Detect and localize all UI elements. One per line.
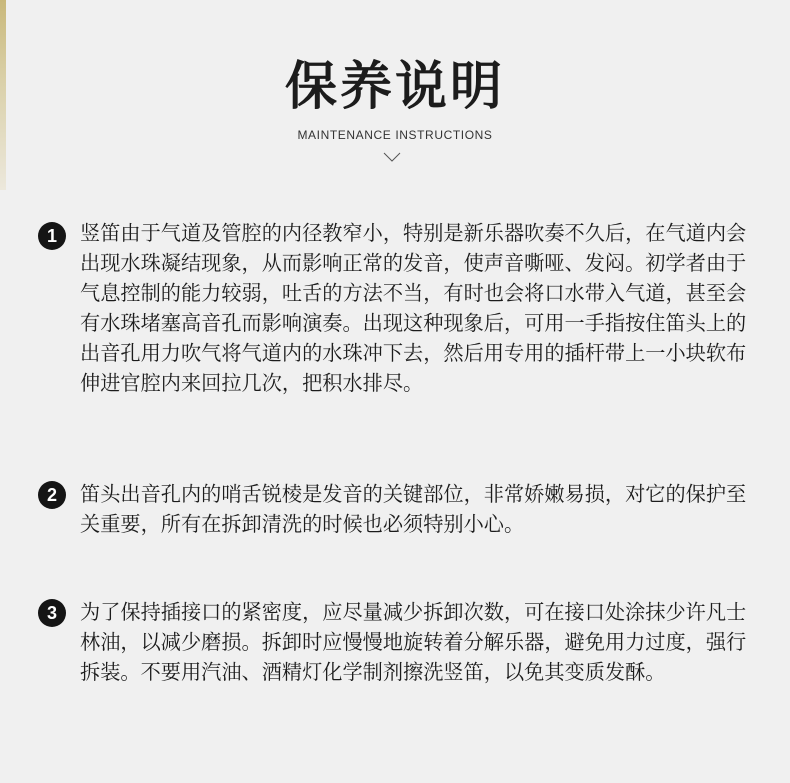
- page-title: 保养说明: [284, 57, 505, 117]
- section-header: [0, 55, 790, 143]
- page-subtitle: MAINTENANCE INSTRUCTIONS: [297, 128, 493, 142]
- instruction-text: 竖笛由于气道及管腔的内径教窄小，特别是新乐器吹奏不久后，在气道内会出现水珠凝结现象，从而影响正常的发音，使声音嘶哑、发闷。初学者由于气息控制的能力较弱，吐舌的方法不当，有时也会将口水带入气道，甚至会有水珠堵塞高音孔而影响演奏。出现这种现象后，可用一手指按住笛头上的出音孔用力吹气将气道内的水珠冲下去，然后用专用的插杆带上一小块软布伸进官腔内来回拉几次，把积水排尽。: [80, 221, 747, 395]
- number-badge: 2: [38, 481, 66, 509]
- number-badge: 1: [38, 222, 66, 250]
- number-badge: 3: [38, 599, 66, 627]
- title-divider: [190, 152, 600, 164]
- instruction-text: 笛头出音孔内的哨舌锐棱是发音的关键部位，非常娇嫩易损，对它的保护至关重要，所有在拆卸清洗的时候也必须特别小心。: [80, 482, 747, 536]
- instruction-text: 为了保持插接口的紧密度，应尽量减少拆卸次数，可在接口处涂抹少许凡士林油，以减少磨损。拆卸时应慢慢地旋转着分解乐器，避免用力过度，强行拆装。不要用汽油、酒精灯化学制剂擦洗竖笛，以免其变质发酥。: [80, 600, 747, 684]
